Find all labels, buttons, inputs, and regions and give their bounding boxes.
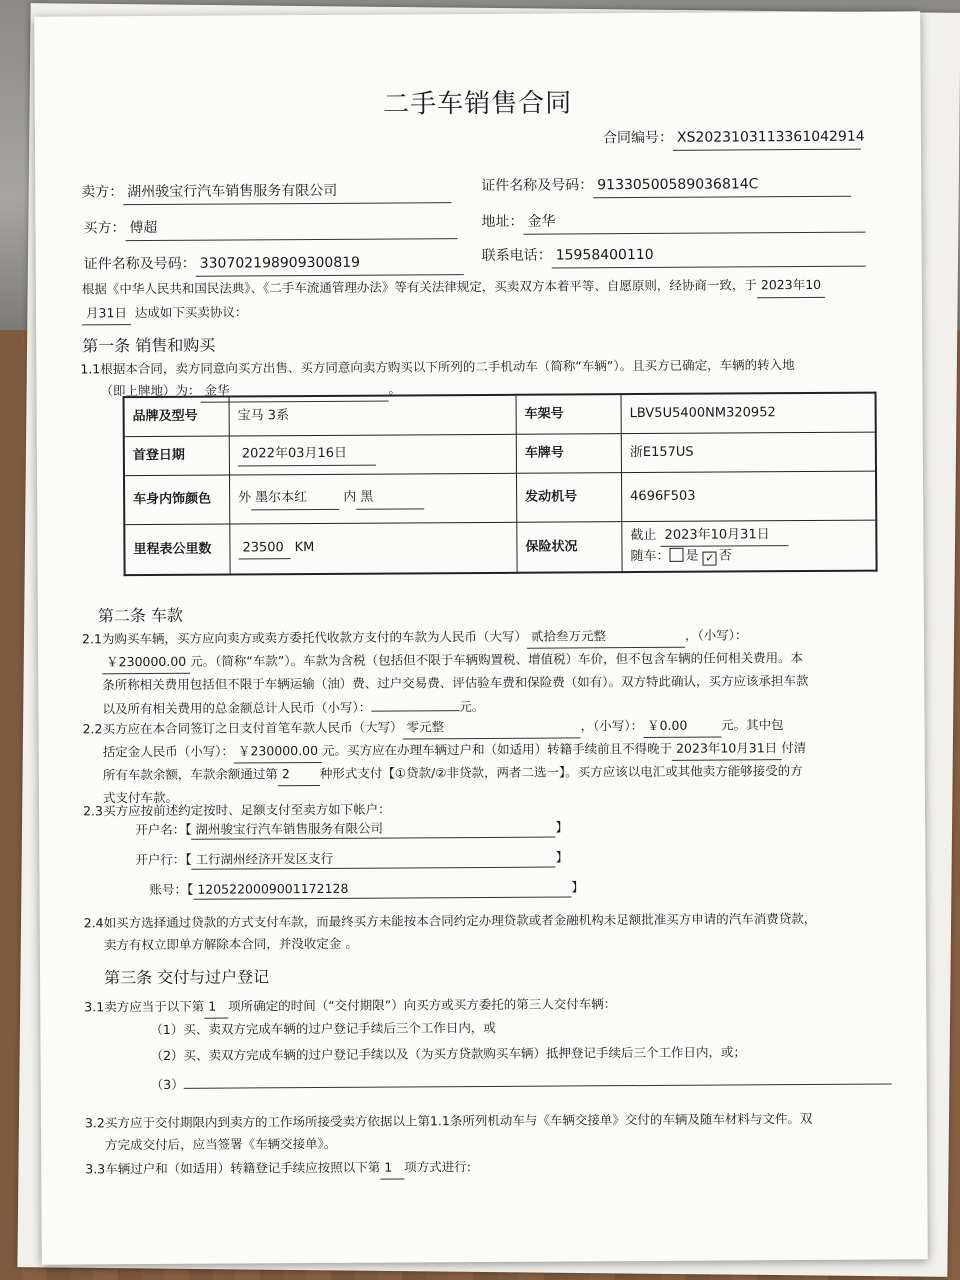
table-row <box>124 471 876 525</box>
seller-id-label: 证件名称及号码： <box>481 177 594 194</box>
insurance-until-value: 2023年10月31日 <box>660 525 788 547</box>
clause-3-1-option-1: （1）买、卖双方完成车辆的过户登记手续后三个工作日内，或 <box>150 1019 496 1038</box>
account-bank-row <box>135 847 568 870</box>
first-reg-label: 首登日期 <box>124 436 230 476</box>
clause-number: 3.2 <box>84 1115 105 1131</box>
contract-number-label: 合同编号： <box>602 129 673 147</box>
first-payment-small: ￥0.00 <box>643 715 721 738</box>
plate-value: 浙E157US <box>621 432 876 473</box>
no-label: 否 <box>718 548 732 564</box>
clause-text: 元。 <box>459 698 485 714</box>
preamble-date-part1: 2023年10 <box>757 274 825 298</box>
exterior-label: 外 <box>238 490 252 506</box>
transfer-item-value: 1 <box>380 1156 404 1179</box>
account-name-value: 湖州骏宝行汽车销售服务有限公司 <box>191 818 555 841</box>
contract-number-value: XS2023103113361042914 <box>673 127 861 151</box>
table-row <box>124 432 876 476</box>
clause-2-2 <box>82 714 873 809</box>
clause-3-1-option-3 <box>151 1067 892 1094</box>
section-3-heading: 第三条 交付与过户登记 <box>104 967 270 988</box>
clause-number: 2.4 <box>83 915 104 931</box>
vin-label: 车架号 <box>516 394 621 434</box>
vin-value: LBV5U5400NM320952 <box>621 393 876 434</box>
buyer-row <box>83 216 457 241</box>
color-cell <box>229 473 516 524</box>
price-upper-value: 贰拾叁万元整 <box>527 625 685 649</box>
vehicle-table <box>123 392 878 577</box>
phone-label: 联系电话： <box>481 247 552 264</box>
address-value: 金华 <box>523 210 865 235</box>
preamble-date-part2: 月31日 <box>82 302 131 326</box>
color-label: 车身内饰颜色 <box>124 475 230 525</box>
first-payment-upper: 零元整 <box>402 715 580 739</box>
clause-3-2 <box>84 1108 875 1156</box>
table-row <box>124 393 876 437</box>
preamble <box>82 274 882 326</box>
seller-value: 湖州骏宝行汽车销售服务有限公司 <box>123 180 451 205</box>
insurance-label: 保险状况 <box>517 522 622 573</box>
first-reg-cell <box>229 434 516 475</box>
clause-text: 条所称相关费用包括但不限于车辆运输（油）费、过户交易费、评估验车费和保险费（如有）。双方特此确认，买方应该承担车款 <box>102 672 809 693</box>
engine-label: 发动机号 <box>516 473 621 523</box>
bracket: 】 <box>555 819 568 835</box>
clause-number: 2.1 <box>81 631 102 647</box>
clause-text: 卖方有权立即单方解除本合同，并没收定金 。 <box>103 935 358 953</box>
yes-label: 是 <box>685 548 699 564</box>
clause-text: 车辆过户和（如适用）转籍登记手续应按照以下第 <box>105 1159 381 1177</box>
preamble-end: 达成如下买卖协议： <box>134 303 248 320</box>
brand-value: 宝马 3系 <box>229 395 516 436</box>
clause-text: 如买方选择通过贷款的方式支付车款，而最终买方未能按本合同约定办理贷款或者金融机构未足额批准买方申请的汽车消费贷款， <box>103 910 817 931</box>
clause-number: 1.1 <box>80 361 101 377</box>
clause-number: 2.3 <box>83 803 103 819</box>
clause-text: 方完成交付后，应当签署《车辆交接单》。 <box>105 1135 337 1153</box>
clause-text: 为购买车辆，买方应向卖方或卖方委托代收款方支付的车款为人民币（大写） <box>101 628 528 647</box>
clause-text: 项所确定的时间（“交付期限”）向买方或买方委托的第三人交付车辆： <box>228 996 617 1014</box>
price-small-value: ￥230000.00 <box>102 651 190 674</box>
clause-text: ，（小写）： <box>580 718 644 734</box>
clause-text: 付清 <box>781 739 807 756</box>
register-place-value: 金华 <box>200 378 388 402</box>
address-label: 地址： <box>481 213 524 230</box>
phone-row <box>482 244 866 269</box>
clause-text: 元。（简称“车款”）。车款为含税（包括但不限于车辆购置税、增值税）车价，但不包含车辆的任何相关费用。本 <box>190 649 804 669</box>
engine-value: 4696F503 <box>621 471 876 522</box>
mileage-unit: KM <box>294 540 315 556</box>
account-no-row <box>149 877 583 900</box>
checkbox-no-checked[interactable]: ✓ <box>703 552 717 566</box>
clause-text: 式支付车款。 <box>102 789 179 805</box>
clause-2-4 <box>83 908 874 956</box>
clause-3-1 <box>84 992 874 1020</box>
seller-label: 卖方： <box>81 184 124 201</box>
buyer-id-row <box>84 252 464 277</box>
contract-number <box>602 127 865 151</box>
table-row <box>124 520 876 575</box>
clause-text: 以及所有相关费用的总金额总计人民币（小写）： <box>102 699 372 716</box>
delivery-item-value: 1 <box>204 996 228 1019</box>
account-bank-value: 工行湖州经济开发区支行 <box>192 848 556 871</box>
account-name-row <box>135 817 568 840</box>
bracket: 】 <box>555 849 569 865</box>
option-label: （3） <box>150 1076 184 1093</box>
contract-title: 二手车销售合同 <box>383 88 573 120</box>
clause-text: 买方应在本合同签订之日支付首笔车款人民币（大写） <box>102 719 403 737</box>
account-name-label: 开户名：【 <box>135 821 192 838</box>
preamble-text: 根据《中华人民共和国民法典》、《二手车流通管理办法》等有关法律规定，买卖双方本着平等、自愿原则，经协商一致，于 <box>81 277 757 297</box>
clause-3-3 <box>85 1154 875 1182</box>
clause-3-1-option-2: （2）买、卖双方完成车辆的过户登记手续以及（为买方贷款购买车辆）抵押登记手续后三个工作日内，或； <box>150 1044 747 1064</box>
clause-text: 所有车款余额，车款余额通过第 <box>102 765 278 783</box>
insurance-until-label: 截止 <box>630 527 657 544</box>
mileage-label: 里程表公里数 <box>124 524 230 575</box>
seller-row <box>81 180 451 205</box>
buyer-value: 傅超 <box>125 216 457 241</box>
clause-number: 3.1 <box>84 999 105 1015</box>
clause-text: 。 <box>388 381 402 397</box>
buyer-label: 买方： <box>83 220 126 237</box>
clause-2-1 <box>81 624 873 720</box>
account-bank-label: 开户行：【 <box>135 851 192 868</box>
exterior-color: 墨尔本红 <box>251 488 339 510</box>
clause-text: 元。买方应在办理车辆过户和（如适用）转籍手续前且不得晚于 <box>322 740 673 758</box>
insurance-cell <box>622 520 877 572</box>
seller-id-value: 91330500589036814C <box>593 174 851 198</box>
interior-color: 黑 <box>356 488 424 510</box>
clause-text: 种形式支付【①贷款/②非贷款，两者二选一】。买方应该以电汇或其他卖方能够接受的方 <box>319 762 803 781</box>
phone-value: 15958400110 <box>552 244 866 269</box>
clause-text: 根据本合同，卖方同意向买方出售、买方同意向卖方购买以下所列的二手机动车（简称“车辆”）。且买方已确定，车辆的转入地 <box>100 357 795 377</box>
checkbox-yes[interactable] <box>669 548 683 562</box>
clause-text: 项方式进行: <box>404 1159 472 1175</box>
plate-label: 车牌号 <box>516 434 621 474</box>
account-no-value: 1205220009001172128 <box>193 877 571 900</box>
interior-label: 内 <box>343 490 357 506</box>
bracket: 】 <box>571 879 584 895</box>
total-amount-blank <box>371 694 459 712</box>
section-2-heading: 第二条 车款 <box>97 605 184 626</box>
balance-due-date: 2023年10月31日 <box>672 737 781 761</box>
clause-text: 卖方应当于以下第 <box>104 998 205 1015</box>
buyer-id-value: 330702198909300819 <box>196 252 464 276</box>
address-row <box>481 210 865 235</box>
brand-label: 品牌及型号 <box>124 397 230 437</box>
clause-number: 3.3 <box>85 1161 106 1177</box>
clause-text: （即上牌地）为： <box>100 382 201 399</box>
contract-page <box>34 11 928 1264</box>
with-car-label: 随车： <box>630 548 670 565</box>
clause-text: 买方应于交付期限内到卖方的工作场所接受卖方依据以上第1.1条所列机动车与《车辆交接单》交付的车辆及随车材料与文件。双 <box>104 1110 813 1131</box>
clause-text: 元。其中包 <box>721 717 784 733</box>
payment-method-value: 2 <box>278 763 320 786</box>
option-3-blank <box>184 1067 892 1088</box>
clause-number: 2.2 <box>82 721 103 737</box>
deposit-value: ￥230000.00 <box>234 740 322 763</box>
mileage-value: 23500 <box>238 538 290 559</box>
buyer-id-label: 证件名称及号码： <box>83 255 196 273</box>
clause-text: 括定金人民币（小写）： <box>102 743 234 760</box>
clause-text: ，（小写）： <box>684 627 748 643</box>
first-reg-value: 2022年03月16日 <box>238 444 376 466</box>
seller-id-row <box>481 174 851 199</box>
section-1-heading: 第一条 销售和购买 <box>82 335 216 356</box>
mileage-cell <box>230 522 517 575</box>
account-no-label: 账号：【 <box>149 881 194 898</box>
clause-text: 买方应按前述约定按时、足额支付至卖方如下帐户： <box>103 801 391 819</box>
